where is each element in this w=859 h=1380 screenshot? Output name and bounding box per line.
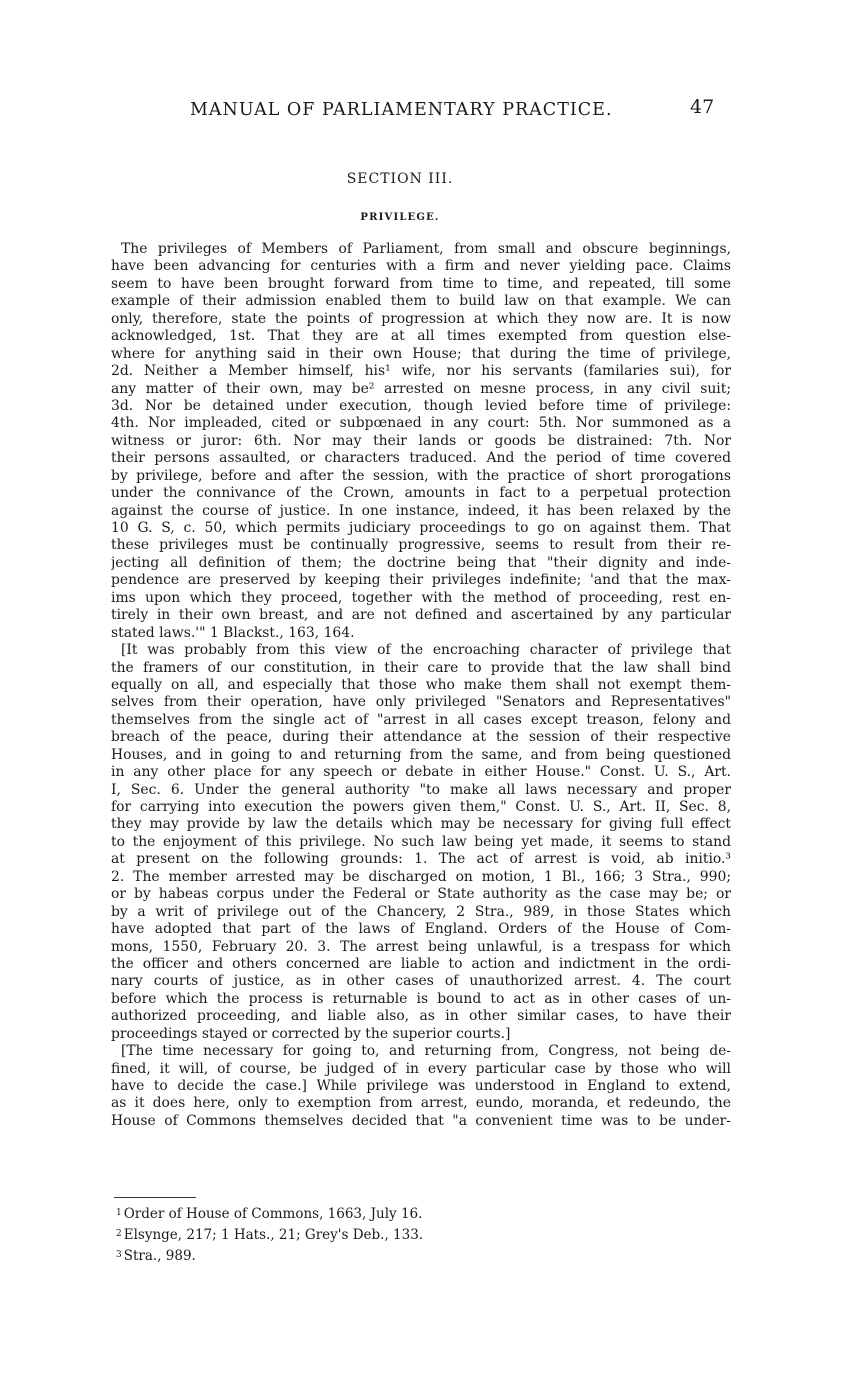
text-line: their persons assaulted, or characters traduced. And the period of time covered bbox=[111, 450, 731, 467]
text-line: they may provide by law the details which may be necessary for giving full effect bbox=[111, 816, 731, 833]
text-line: 10 G. S, c. 50, which permits judiciary proceedings to go on against them. That bbox=[111, 520, 731, 536]
text-line: by privilege, before and after the session, with the practice of short prorogations bbox=[111, 467, 731, 484]
text-line: fined, it will, of course, be judged of in every particular case by those who will bbox=[111, 1060, 731, 1077]
footnote-rule bbox=[114, 1197, 196, 1198]
text-line: pendence are preserved by keeping their privileges indefinite; 'and that the max- bbox=[111, 572, 731, 589]
text-line: these privileges must be continually progressive, seems to result from their re- bbox=[111, 537, 731, 554]
text-line: example of their admission enabled them to build law on that example. We can bbox=[111, 293, 731, 310]
text-line: selves from their operation, have only privileged "Senators and Representatives" bbox=[111, 694, 731, 711]
subheading: PRIVILEGE. bbox=[360, 212, 440, 223]
text-line: [It was probably from this view of the encroaching character of privilege that bbox=[121, 642, 731, 659]
text-line: nary courts of justice, as in other cases of unauthorized arrest. 4. The court bbox=[111, 973, 731, 990]
text-line: have adopted that part of the laws of England. Orders of the House of Com- bbox=[111, 921, 731, 938]
text-line: jecting all definition of them; the doctrine being that "their dignity and inde- bbox=[111, 554, 731, 571]
text-line: proceedings stayed or corrected by the superior courts.] bbox=[111, 1025, 511, 1042]
footnote-text: Order of House of Commons, 1663, July 16. bbox=[123, 1206, 423, 1222]
body-text bbox=[111, 241, 731, 1130]
text-line: Houses, and in going to and returning from the same, and from being questioned bbox=[111, 746, 731, 763]
text-line: 2d. Neither a Member himself, his¹ wife, nor his servants (familaries sui), for bbox=[111, 363, 731, 380]
text-line: seem to have been brought forward from time to time, and repeated, till some bbox=[111, 275, 731, 292]
footnote-text: Stra., 989. bbox=[123, 1248, 196, 1264]
text-line: have been advancing for centuries with a firm and never yielding pace. Claims bbox=[111, 258, 731, 275]
text-line: before which the process is returnable is bound to act as in other cases of un- bbox=[111, 990, 731, 1007]
text-line: ims upon which they proceed, together with the method of proceeding, rest en- bbox=[111, 589, 731, 606]
footnote bbox=[116, 1203, 536, 1224]
footnote-mark: 1 bbox=[116, 1208, 122, 1218]
text-line: breach of the peace, during their attendance at the session of their respective bbox=[111, 729, 731, 746]
text-line: I, Sec. 6. Under the general authority "to make all laws necessary and proper bbox=[111, 781, 731, 798]
text-line: tirely in their own breast, and are not defined and ascertained by any particular bbox=[111, 607, 731, 624]
text-line: stated laws.'" 1 Blackst., 163, 164. bbox=[111, 624, 355, 641]
text-line: 4th. Nor impleaded, cited or subpœnaed in any court: 5th. Nor summoned as a bbox=[111, 415, 731, 432]
text-line: any matter of their own, may be² arrested on mesne process, in any civil suit; bbox=[111, 380, 731, 397]
footnote bbox=[116, 1245, 536, 1266]
page-number: 47 bbox=[690, 96, 715, 118]
text-line: the officer and others concerned are liable to action and indictment in the ordi- bbox=[111, 955, 731, 972]
text-line: for carrying into execution the powers given them," Const. U. S., Art. II, Sec. 8, bbox=[111, 799, 731, 815]
text-line: have to decide the case.] While privilege was understood in England to extend, bbox=[111, 1078, 731, 1094]
text-line: in any other place for any speech or debate in either House." Const. U. S., Art. bbox=[111, 764, 731, 781]
section-heading: SECTION III. bbox=[346, 171, 454, 187]
running-title: MANUAL OF PARLIAMENTARY PRACTICE. bbox=[190, 100, 613, 120]
text-line: by a writ of privilege out of the Chancery, 2 Stra., 989, in those States which bbox=[111, 903, 731, 920]
text-line: equally on all, and especially that those who make them shall not exempt them- bbox=[111, 676, 731, 693]
text-line: at present on the following grounds: 1. The act of arrest is void, ab initio.³ bbox=[111, 851, 731, 868]
text-line: as it does here, only to exemption from arrest, eundo, moranda, et redeundo, the bbox=[111, 1095, 731, 1112]
text-line: the framers of our constitution, in their care to provide that the law shall bind bbox=[111, 659, 731, 676]
text-line: to the enjoyment of this privilege. No such law being yet made, it seems to stand bbox=[111, 833, 731, 850]
footnote bbox=[116, 1224, 536, 1245]
footnote-mark: 3 bbox=[116, 1250, 122, 1260]
text-line: mons, 1550, February 20. 3. The arrest being unlawful, is a trespass for which bbox=[111, 938, 731, 955]
text-line: against the course of justice. In one instance, indeed, it has been relaxed by the bbox=[111, 502, 731, 519]
footnote-text: Elsynge, 217; 1 Hats., 21; Grey's Deb., 133. bbox=[123, 1227, 424, 1243]
footnote-mark: 2 bbox=[116, 1229, 122, 1239]
text-line: 3d. Nor be detained under execution, though levied before time of privilege: bbox=[111, 397, 731, 414]
footnotes bbox=[116, 1203, 536, 1266]
text-line: where for anything said in their own House; that during the time of privilege, bbox=[111, 345, 731, 362]
text-line: acknowledged, 1st. That they are at all times exempted from question else- bbox=[111, 328, 731, 345]
text-line: only, therefore, state the points of progression at which they now are. It is now bbox=[111, 310, 731, 327]
text-line: or by habeas corpus under the Federal or State authority as the case may be; or bbox=[111, 886, 731, 903]
text-line: authorized proceeding, and liable also, as in other similar cases, to have their bbox=[111, 1008, 731, 1025]
text-line: 2. The member arrested may be discharged on motion, 1 Bl., 166; 3 Stra., 990; bbox=[111, 868, 731, 885]
text-line: themselves from the single act of "arrest in all cases except treason, felony and bbox=[111, 711, 731, 728]
text-line: witness or juror: 6th. Nor may their lands or goods be distrained: 7th. Nor bbox=[111, 432, 731, 449]
text-line: under the connivance of the Crown, amounts in fact to a perpetual protection bbox=[111, 485, 731, 502]
text-line: House of Commons themselves decided that "a convenient time was to be under- bbox=[111, 1112, 731, 1129]
text-line: The privileges of Members of Parliament, from small and obscure beginnings, bbox=[121, 241, 731, 257]
text-line: [The time necessary for going to, and returning from, Congress, not being de- bbox=[121, 1043, 731, 1060]
